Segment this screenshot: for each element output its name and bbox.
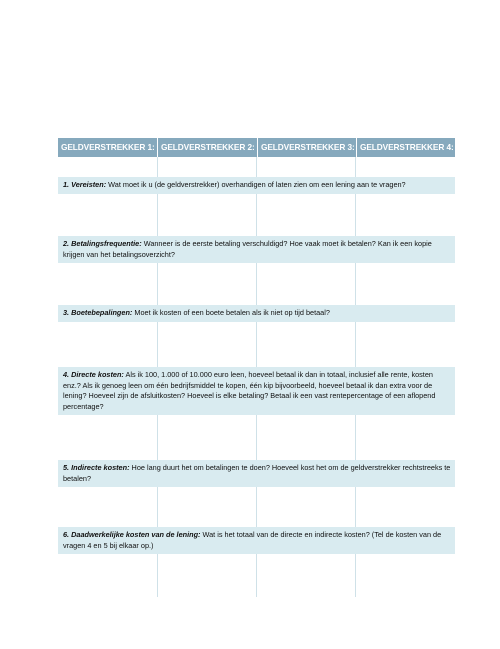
column-header-geldverstrekker-4: GELDVERSTREKKER 4: [356,138,455,157]
question-title: 6. Daadwerkelijke kosten van de lening: [63,530,201,539]
question-title: 4. Directe kosten: [63,370,124,379]
question-text: Moet ik kosten of een boete betalen als ik niet op tijd betaal? [132,308,330,317]
question-text: Wat is het totaal van de directe en indirecte kosten? (Tel de kosten van de vragen 4 en 5 bij elkaar op.) [63,530,442,550]
table-header [58,138,455,157]
question-row-3 [58,305,455,322]
question-row-4 [58,367,455,415]
question-row-6 [58,527,455,554]
question-title: 2. Betalingsfrequentie: [63,239,142,248]
question-title: 5. Indirecte kosten: [63,463,130,472]
question-text: Als ik 100, 1.000 of 10.000 euro leen, hoeveel betaal ik dan in totaal, inclusief alle rente, kosten enz.? Als ik genoeg leen om één bedrijfsmiddel te kopen, één kip bijvoorbeeld, hoeveel betaal ik dan extra voor de lening? Hoeveel zijn de afsluitkosten? Hoeveel is elke betaling? Betaal ik een vast rentepercentage of een aflopend percentage? [63,370,436,411]
question-text: Hoe lang duurt het om betalingen te doen? Hoeveel kost het om de geldverstrekker rechtstreeks te betalen? [63,463,451,483]
column-header-geldverstrekker-3: GELDVERSTREKKER 3: [257,138,356,157]
question-row-1 [58,177,455,194]
column-header-geldverstrekker-1: GELDVERSTREKKER 1: [58,138,157,157]
question-text: Wat moet ik u (de geldverstrekker) overhandigen of laten zien om een lening aan te vragen? [106,180,406,189]
question-row-2 [58,236,455,263]
question-title: 1. Vereisten: [63,180,107,189]
column-header-geldverstrekker-2: GELDVERSTREKKER 2: [157,138,257,157]
question-row-5 [58,460,455,487]
question-text: Wanneer is de eerste betaling verschuldigd? Hoe vaak moet ik betalen? Kan ik een kopie krijgen van het betalingsoverzicht? [63,239,432,259]
question-title: 3. Boetebepalingen: [63,308,133,317]
